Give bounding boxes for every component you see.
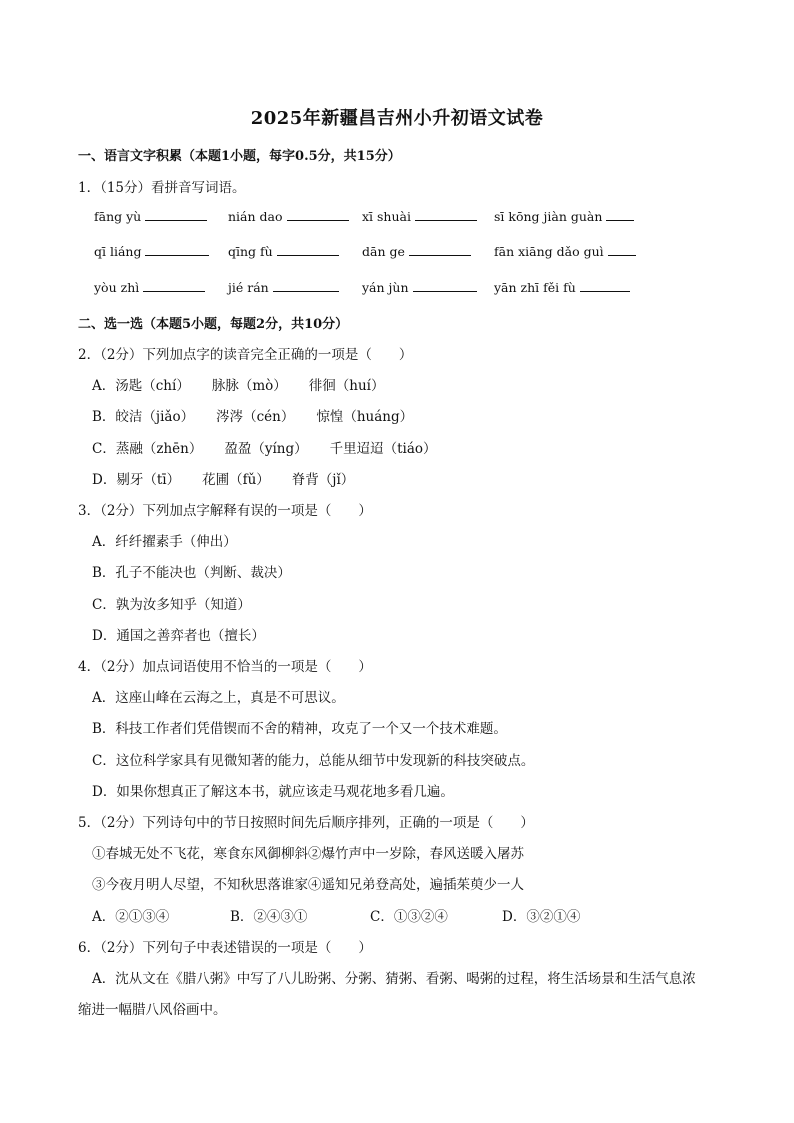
option-a: A．这座山峰在云海之上，真是不可思议。 <box>92 690 345 706</box>
pinyin-item: qīng fù <box>228 244 339 259</box>
question-1: 1．（15分）看拼音写词语。 <box>78 180 246 196</box>
option-a-line-1: A．沈从文在《腊八粥》中写了八儿盼粥、分粥、猜粥、看粥、喝粥的过程，将生活场景和生活气息浓 <box>92 971 696 987</box>
pinyin-item: sī kōng jiàn guàn <box>494 209 634 224</box>
pinyin-item: fāng yù <box>94 209 207 224</box>
option-d: D．③②①④ <box>502 909 581 925</box>
option-row: B．皎洁（jiǎo） 涔涔（cén） 惊惶（huáng） <box>92 409 414 425</box>
pinyin-item: fān xiāng dǎo guì <box>494 244 636 259</box>
option-a: A．纤纤擢素手（伸出） <box>92 534 237 550</box>
question-6: 6．（2分）下列句子中表述错误的一项是（ ） <box>78 940 372 956</box>
question-4: 4．（2分）加点词语使用不恰当的一项是（ ） <box>78 659 372 675</box>
page-title: 2025年新疆昌吉州小升初语文试卷 <box>250 108 544 129</box>
question-3: 3．（2分）下列加点字解释有误的一项是（ ） <box>78 503 372 519</box>
pinyin-item: nián dao <box>228 209 349 224</box>
question-5: 5．（2分）下列诗句中的节日按照时间先后顺序排列，正确的一项是（ ） <box>78 815 534 831</box>
question-2: 2．（2分）下列加点字的读音完全正确的一项是（ ） <box>78 347 413 363</box>
option-row: A．汤匙（chí） 脉脉（mò） 徘徊（huí） <box>92 378 385 394</box>
option-c: C．孰为汝多知乎（知道） <box>92 597 251 613</box>
option-row: C．蒸融（zhēn） 盈盈（yíng） 千里迢迢（tiáo） <box>92 441 437 457</box>
option-a: A．②①③④ <box>92 909 170 925</box>
option-b: B．科技工作者们凭借锲而不舍的精神，攻克了一个又一个技术难题。 <box>92 721 507 737</box>
option-b: B．②④③① <box>230 909 308 925</box>
option-b: B．孔子不能决也（判断、裁决） <box>92 565 291 581</box>
pinyin-item: jié rán <box>228 280 339 295</box>
pinyin-item: yòu zhì <box>94 280 205 295</box>
pinyin-item: yán jùn <box>362 280 477 295</box>
poem-line: ③今夜月明人尽望，不知秋思落谁家④遥知兄弟登高处，遍插茱萸少一人 <box>92 877 524 893</box>
option-row: D．剔牙（tī） 花圃（fǔ） 脊背（jǐ） <box>92 472 355 488</box>
option-c: C．①③②④ <box>370 909 448 925</box>
option-d: D．如果你想真正了解这本书，就应该走马观花地多看几遍。 <box>92 784 454 800</box>
pinyin-item: qī liáng <box>94 244 209 259</box>
option-d: D．通国之善弈者也（擅长） <box>92 628 265 644</box>
option-a-line-2: 缩进一幅腊八风俗画中。 <box>78 1002 227 1018</box>
pinyin-item: dān ge <box>362 244 471 259</box>
section-heading-1: 一、语言文字积累（本题1小题，每字0.5分，共15分） <box>78 149 401 164</box>
pinyin-item: xī shuài <box>362 209 477 224</box>
poem-line: ①春城无处不飞花，寒食东风御柳斜②爆竹声中一岁除，春风送暖入屠苏 <box>92 846 524 862</box>
option-c: C．这位科学家具有见微知著的能力，总能从细节中发现新的科技突破点。 <box>92 753 535 769</box>
pinyin-item: yān zhī fěi fù <box>494 280 630 295</box>
section-heading-2: 二、选一选（本题5小题，每题2分，共10分） <box>78 317 349 332</box>
